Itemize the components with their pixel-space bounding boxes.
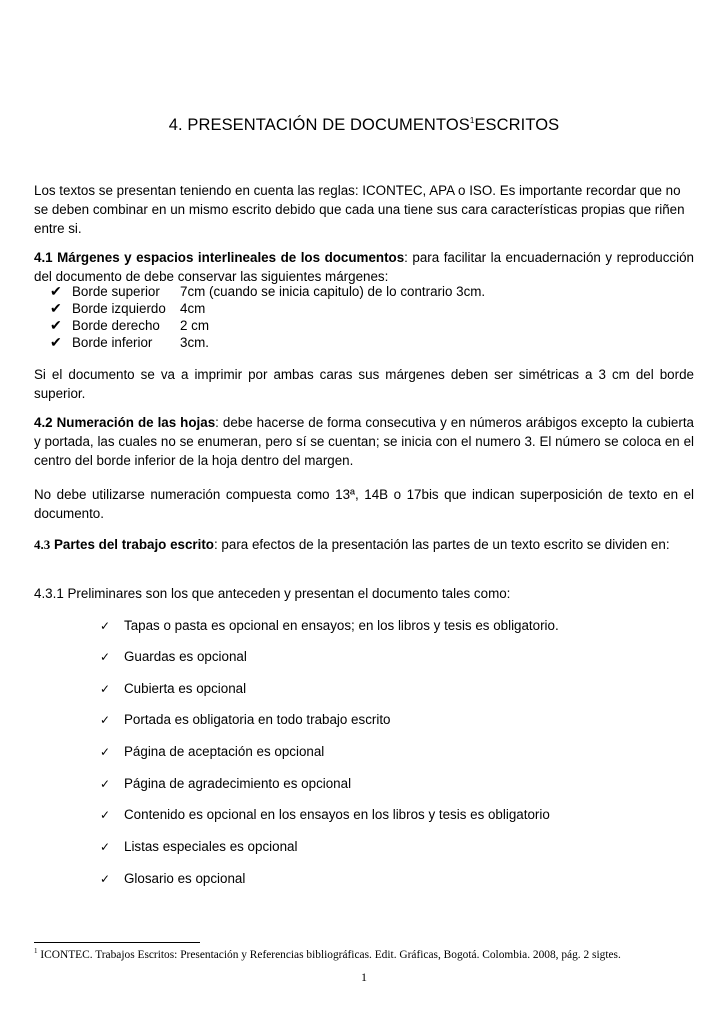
checkmark-icon: ✔ [50, 317, 62, 333]
list-item [100, 837, 297, 856]
checkmark-icon: ✓ [100, 650, 111, 664]
margin-name: Borde izquierdo [72, 301, 166, 316]
section-4-3-1-intro: 4.3.1 Preliminares son los que anteceden y presentan el documento tales como: [34, 586, 511, 601]
margin-name: Borde derecho [72, 318, 160, 333]
list-item-text: Portada es obligatoria en todo trabajo escrito [124, 712, 391, 727]
list-item [50, 317, 485, 334]
checkmark-icon: ✔ [50, 283, 62, 299]
list-item [50, 283, 485, 300]
list-item-text: Listas especiales es opcional [124, 839, 298, 854]
section-4-2-text: : debe hacerse de forma consecutiva y en números arábigos excepto la cubierta y portada, las cuales no se enumeran, pero sí se cuentan; se inicia con el numero 3. El número se coloca en el centro del borde inferior de la hoja dentro del margen. [34, 415, 694, 468]
checkmark-icon: ✓ [100, 808, 111, 822]
margins-note: Si el documento se va a imprimir por ambas caras sus márgenes deben ser simétricas a 3 cm del borde superior. [34, 367, 694, 401]
title-footnote-ref: 1 [469, 116, 475, 125]
section-4-3-heading: Partes del trabajo escrito [50, 537, 214, 552]
list-item-text: Página de agradecimiento es opcional [124, 776, 352, 791]
margin-value: 4cm [180, 301, 206, 316]
list-item [100, 679, 246, 698]
margin-value: 7cm (cuando se inicia capitulo) de lo contrario 3cm. [180, 284, 486, 299]
checkmark-icon: ✓ [100, 872, 111, 886]
page-number: 1 [361, 970, 367, 984]
list-item-text: Página de aceptación es opcional [124, 744, 325, 759]
list-item [100, 647, 247, 666]
section-4-3-text: : para efectos de la presentación las partes de un texto escrito se dividen en: [213, 537, 670, 552]
list-item [100, 805, 550, 824]
checkmark-icon: ✓ [100, 682, 111, 696]
list-item [50, 300, 485, 317]
margin-value: 3cm. [180, 335, 210, 350]
section-4-1-paragraph [34, 248, 694, 286]
checkmark-icon: ✓ [100, 619, 111, 633]
title-tail: ESCRITOS [474, 116, 560, 134]
list-item-text: Cubierta es opcional [124, 681, 247, 696]
checkmark-icon: ✔ [50, 334, 62, 350]
margin-name: Borde superior [72, 284, 160, 299]
list-item [100, 869, 245, 888]
checkmark-icon: ✓ [100, 840, 111, 854]
list-item [100, 710, 391, 729]
title-main: 4. PRESENTACIÓN DE DOCUMENTOS [168, 116, 470, 134]
checkmark-icon: ✓ [100, 777, 111, 791]
list-item-text: Tapas o pasta es opcional en ensayos; en los libros y tesis es obligatorio. [124, 618, 559, 633]
section-4-2-heading: 4.2 Numeración de las hojas [34, 415, 216, 430]
list-item [100, 616, 559, 635]
margin-value: 2 cm [180, 318, 210, 333]
list-item-text: Glosario es opcional [124, 871, 246, 886]
list-item-text: Contenido es opcional en los ensayos en los libros y tesis es obligatorio [124, 807, 550, 822]
footnote-separator [34, 942, 200, 943]
footnote [34, 947, 621, 961]
margins-list [50, 283, 485, 351]
section-4-1-heading: 4.1 Márgenes y espacios interlineales de los documentos [34, 250, 405, 265]
page-title [0, 116, 728, 135]
margin-name: Borde inferior [72, 335, 153, 350]
footnote-text: ICONTEC. Trabajos Escritos: Presentación y Referencias bibliográficas. Edit. Gráficas, Bogotá. Colombia. 2008, pág. 2 sigtes. [37, 949, 621, 961]
section-4-2-paragraph [34, 413, 694, 470]
checkmark-icon: ✓ [100, 713, 111, 727]
list-item [100, 774, 351, 793]
checkmark-icon: ✓ [100, 745, 111, 759]
section-4-3-paragraph [34, 535, 694, 554]
checkmark-icon: ✔ [50, 300, 62, 316]
list-item [50, 334, 485, 351]
numbering-note: No debe utilizarse numeración compuesta como 13ª, 14B o 17bis que indican superposición de texto en el documento. [34, 487, 694, 521]
section-4-1-text: : para facilitar la encuadernación y reproducción del documento de debe conservar las siguientes márgenes: [34, 250, 694, 284]
intro-paragraph: Los textos se presentan teniendo en cuenta las reglas: ICONTEC, APA o ISO. Es importante recordar que no se deben combinar en un mismo escrito debido que cada una tiene sus cara características propias que riñen entre si. [34, 183, 685, 236]
footnote-mark: 1 [34, 947, 38, 955]
list-item-text: Guardas es opcional [124, 649, 247, 664]
section-4-3-number: 4.3 [34, 537, 51, 552]
list-item [100, 742, 324, 761]
